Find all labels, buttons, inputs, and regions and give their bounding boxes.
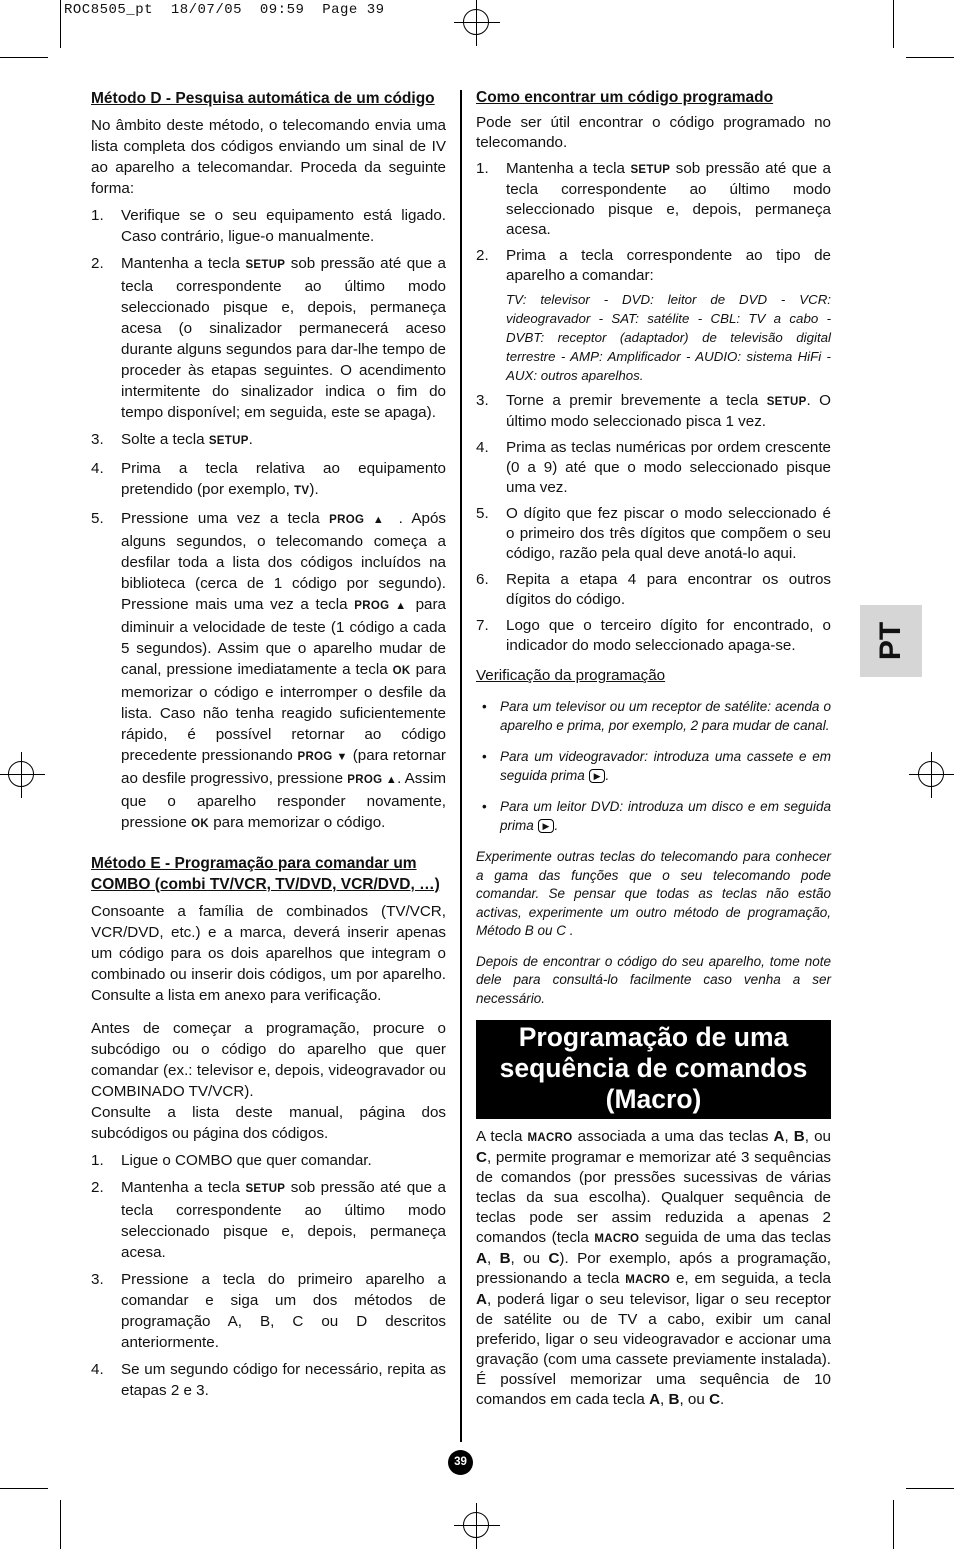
step: 2. Prima a tecla correspondente ao tipo de aparelho a comandar: TV: televisor - DVD: leitor de DVD - VCR: videogravador - SAT: satélite - CBL: TV a cabo - DVBT: receptor (adaptador) de televisão digital terrestre - AMP: Amplificador - AUDIO: sistema HiFi - AUX: outros aparelhos. bbox=[476, 247, 831, 383]
print-header: ROC8505_pt 18/07/05 09:59 Page 39 bbox=[64, 2, 385, 18]
step: 6. Repita a etapa 4 para encontrar os outros dígitos do código. bbox=[476, 571, 831, 608]
list-item: • Para um videogravador: introduza uma cassete e em seguida prima ▶ . bbox=[476, 748, 831, 785]
crop-mark bbox=[893, 1500, 894, 1549]
language-tab: PT bbox=[860, 605, 922, 677]
crop-mark bbox=[893, 0, 894, 48]
step: 2. Mantenha a tecla SETUP sob pressão até que a tecla correspondente ao último modo seleccionado pisque e, depois, permaneça acesa. bbox=[91, 1179, 446, 1261]
step: 3. Solte a tecla SETUP. bbox=[91, 431, 253, 448]
ok-key: OK bbox=[392, 665, 411, 677]
play-icon: ▶ bbox=[538, 819, 555, 833]
triangle-up-icon: ▲ bbox=[372, 514, 390, 526]
step: 3. Pressione a tecla do primeiro aparelho a comandar e siga um dos métodos de programação A, B, C ou D descritos anteriormente. bbox=[91, 1271, 446, 1351]
registration-mark-right bbox=[918, 761, 944, 787]
step: 7. Logo que o terceiro dígito for encontrado, o indicador do modo seleccionado apaga-se. bbox=[476, 617, 831, 654]
macro-title: Programação de uma sequência de comandos (Macro) bbox=[476, 1020, 831, 1119]
step: 1. Ligue o COMBO que quer comandar. bbox=[91, 1152, 372, 1169]
page-number-badge: 39 bbox=[448, 1450, 473, 1475]
method-e-p2: Antes de começar a programação, procure o subcódigo ou o código do aparelho que quer comandar (ex.: televisor e, depois, videogravador ou COMBINADO TV/VCR). bbox=[91, 1020, 446, 1100]
step: 5. O dígito que fez piscar o modo seleccionado é o primeiro dos três dígitos que compõem o seu código, razão pela qual deve anotá-lo aqui. bbox=[476, 505, 831, 562]
verification-title: Verificação da programação bbox=[476, 667, 666, 684]
registration-mark-top bbox=[463, 9, 489, 35]
setup-key: SETUP bbox=[245, 1183, 286, 1195]
right-column bbox=[476, 88, 831, 1416]
step: 4. Prima as teclas numéricas por ordem crescente (0 a 9) até que o modo seleccionado pisque uma vez. bbox=[476, 439, 831, 496]
tip-note: Experimente outras teclas do telecomando para conhecer a gama das funções que o seu telecomando pode comandar. Se pensar que todas as teclas não estão activas, experimente um outro método de programação, Método B ou C . bbox=[476, 849, 831, 938]
setup-key: SETUP bbox=[245, 259, 286, 271]
crop-mark bbox=[0, 1488, 48, 1489]
step: 5. Pressione uma vez a tecla PROG ▲ . Após alguns segundos, o telecomando começa a desfilar toda a lista dos códigos incluídos na biblioteca (cerca de 1 código por segundo). Pressione mais uma vez a tecla PROG ▲ para diminuir a velocidade de teste (1 código a cada 5 segundos). Assim que o aparelho mudar de canal, pressione imediatamente a tecla OK para memorizar o código e interromper o desfile da lista. Caso não tenha reagido suficientemente rápido, é possível retornar ao código precedente pressionando PROG ▼ (para retornar ao desfile progressivo, pressione PROG ▲. Assim que o aparelho responder novamente, pressione OK para memorizar o código. bbox=[91, 510, 447, 831]
registration-mark-left bbox=[8, 761, 34, 787]
method-e-p1: Consoante a família de combinados (TV/VCR, VCR/DVD, etc.) e a marca, deverá inserir apenas um código para os dois aparelhos que integram o combinado ou inserir dois códigos, um por aparelho. Consulte a lista em anexo para verificação. bbox=[91, 903, 446, 1004]
ok-key: OK bbox=[191, 818, 209, 830]
triangle-up-icon: ▲ bbox=[395, 600, 409, 612]
step: 1. Verifique se o seu equipamento está ligado. Caso contrário, ligue-o manualmente. bbox=[91, 207, 446, 245]
method-e-title: Método E - Programação para comandar um COMBO (combi TV/VCR, TV/DVD, VCR/DVD, …) bbox=[91, 855, 440, 893]
find-code-intro: Pode ser útil encontrar o código programado no telecomando. bbox=[476, 114, 831, 151]
method-e-p3: Consulte a lista deste manual, página dos subcódigos ou página dos códigos. bbox=[91, 1104, 446, 1142]
play-icon: ▶ bbox=[589, 769, 606, 783]
column-divider bbox=[460, 90, 462, 1442]
macro-key: MACRO bbox=[625, 1274, 671, 1286]
registration-mark-bottom bbox=[463, 1512, 489, 1538]
find-code-title: Como encontrar um código programado bbox=[476, 89, 774, 106]
step: 4. Prima a tecla relativa ao equipamento pretendido (por exemplo, TV). bbox=[91, 460, 446, 498]
crop-mark bbox=[0, 57, 48, 58]
method-d-steps bbox=[91, 205, 446, 835]
setup-key: SETUP bbox=[630, 164, 671, 176]
prog-up-key: PROG ▲ bbox=[354, 600, 409, 612]
list-item: • Para um leitor DVD: introduza um disco e em seguida prima ▶ . bbox=[476, 798, 831, 835]
step: 3. Torne a premir brevemente a tecla SETUP. O último modo seleccionado pisca 1 vez. bbox=[476, 392, 831, 430]
tv-key: TV bbox=[294, 485, 310, 497]
prog-down-key: PROG ▼ bbox=[297, 751, 349, 763]
find-code-steps bbox=[476, 159, 831, 656]
triangle-down-icon: ▼ bbox=[336, 751, 349, 763]
setup-key: SETUP bbox=[766, 396, 807, 408]
left-column bbox=[91, 88, 446, 1409]
list-item: • Para um televisor ou um receptor de satélite: acenda o aparelho e prima, por exemplo, 2 para mudar de canal. bbox=[476, 698, 831, 735]
method-d-intro: No âmbito deste método, o telecomando envia uma lista completa dos códigos enviando um sinal de IV ao aparelho a telecomandar. Proceda da seguinte forma: bbox=[91, 117, 446, 197]
device-types-note: TV: televisor - DVD: leitor de DVD - VCR: videogravador - SAT: satélite - CBL: TV a cabo - DVBT: receptor (adaptador) de televisão digital terrestre - AMP: Amplificador - AUDIO: sistema HiFi - AUX: outros aparelhos. bbox=[506, 292, 831, 383]
crop-mark bbox=[906, 57, 954, 58]
step: 4. Se um segundo código for necessário, repita as etapas 2 e 3. bbox=[91, 1361, 446, 1399]
crop-mark bbox=[906, 1488, 954, 1489]
macro-text: A tecla MACRO associada a uma das teclas A, B, ou C, permite programar e memorizar até 3 sequências de comandos (por pressões sucessivas de várias teclas da sua escolha). Qualquer sequência de teclas pode ser assim reduzida a apenas 2 comandos (tecla MACRO seguida de uma das teclas A, B, ou C). Por exemplo, após a programação, pressionando a tecla MACRO e, em seguida, a tecla A, poderá ligar o seu televisor, ligar o seu receptor de satélite ou de TV a cabo, exibir um canal preferido, ligar o seu videogravador e accionar uma gravação (com uma cassete previamente instalada). É possível memorizar uma sequência de 10 comandos em cada tecla A, B, ou C. bbox=[476, 1128, 831, 1408]
macro-key: MACRO bbox=[594, 1233, 640, 1245]
method-e-steps bbox=[91, 1150, 446, 1401]
verification-list bbox=[476, 698, 831, 835]
step: 2. Mantenha a tecla SETUP sob pressão até que a tecla correspondente ao último modo seleccionado pisque e, depois, permaneça acesa (o sinalizador permanecerá aceso durante alguns segundos para dar-lhe tempo de proceder às etapas seguintes. O acendimento intermitente do sinalizador indica o fim do tempo disponível; em seguida, este se apaga). bbox=[91, 255, 446, 421]
triangle-up-icon: ▲ bbox=[385, 774, 398, 786]
crop-mark bbox=[60, 1500, 61, 1549]
step: 1. Mantenha a tecla SETUP sob pressão até que a tecla correspondente ao último modo seleccionado pisque e, depois, permaneça acesa. bbox=[476, 160, 831, 238]
setup-key: SETUP bbox=[208, 435, 249, 447]
prog-up-key: PROG ▲ bbox=[329, 514, 390, 526]
macro-key: MACRO bbox=[527, 1132, 573, 1144]
method-d-title: Método D - Pesquisa automática de um código bbox=[91, 90, 435, 107]
record-note: Depois de encontrar o código do seu aparelho, tome note dele para consultá-lo facilmente caso venha a ser necessário. bbox=[476, 953, 831, 1006]
prog-up-key: PROG ▲ bbox=[347, 774, 398, 786]
crop-mark bbox=[60, 0, 61, 48]
